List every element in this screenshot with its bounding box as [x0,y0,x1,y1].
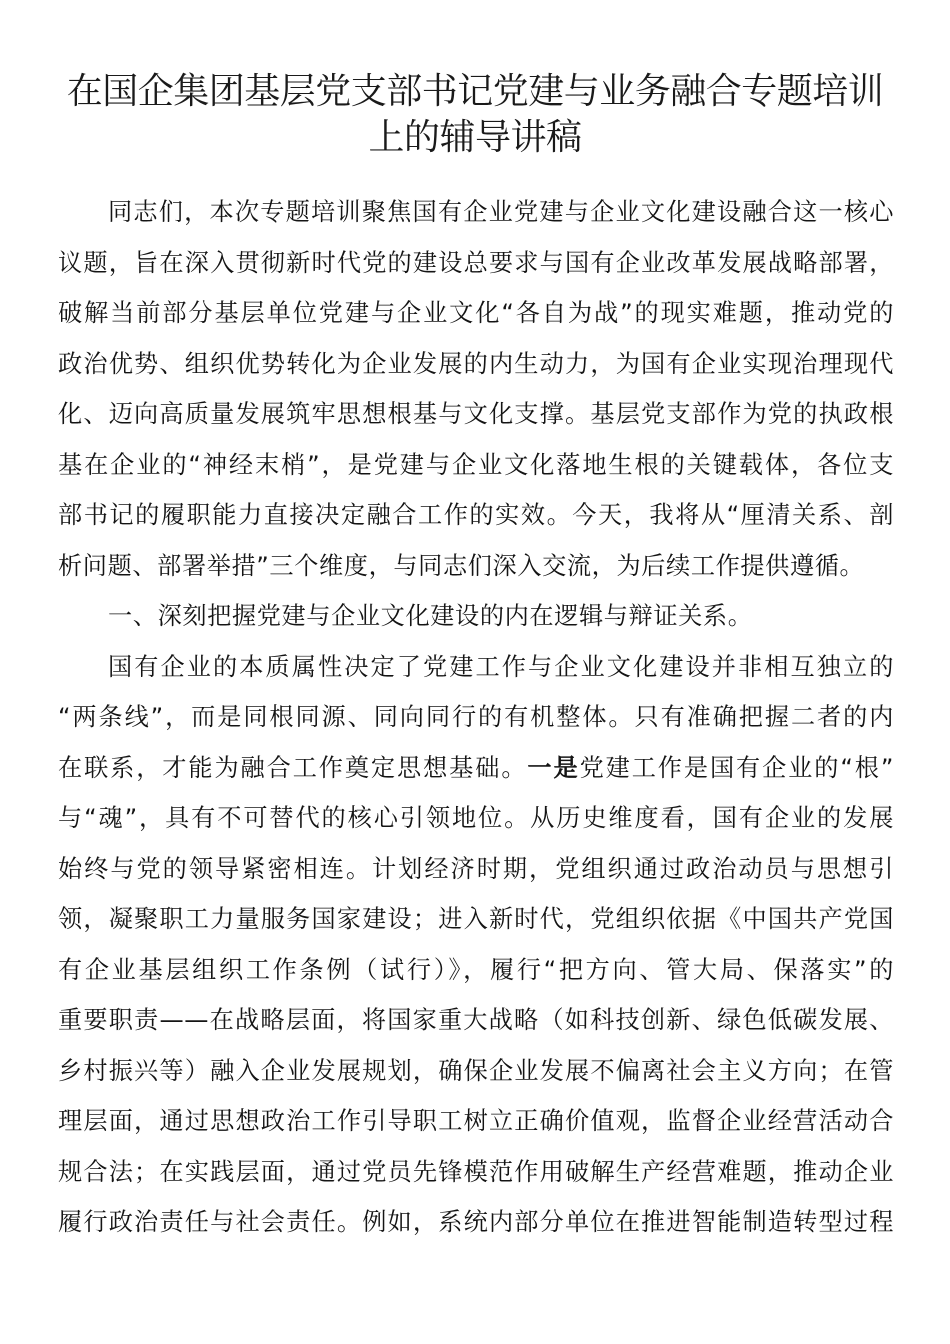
paragraph-line: 化、迈向高质量发展筑牢思想根基与文化支撑。基层党支部作为党的执政根 [58,400,894,428]
paragraph-line: 重要职责——在战略层面，将国家重大战略（如科技创新、绿色低碳发展、 [58,1006,894,1034]
paragraph-line: 与“魂”，具有不可替代的核心引领地位。从历史维度看，国有企业的发展 [58,804,894,832]
paragraph-line: 政治优势、组织优势转化为企业发展的内生动力，为国有企业实现治理现代 [58,350,894,378]
paragraph-line: 基在企业的“神经末梢”，是党建与企业文化落地生根的关键载体，各位支 [58,451,894,479]
paragraph-text: 在联系，才能为融合工作奠定思想基础。 [58,754,528,782]
paragraph-line: 有企业基层组织工作条例（试行）》，履行“把方向、管大局、保落实”的 [58,956,894,984]
paragraph-line: 破解当前部分基层单位党建与企业文化“各自为战”的现实难题，推动党的 [58,299,894,327]
paragraph-text: 党建工作是国有企业的“根” [579,754,894,782]
paragraph-line: 乡村振兴等）融入企业发展规划，确保企业发展不偏离社会主义方向；在管 [58,1057,894,1085]
section-heading: 一、深刻把握党建与企业文化建设的内在逻辑与辩证关系。 [108,602,753,630]
emphasis-label: 一是 [527,754,580,782]
paragraph-line: 规合法；在实践层面，通过党员先锋模范作用破解生产经营难题，推动企业 [58,1158,894,1186]
paragraph-line: 同志们，本次专题培训聚焦国有企业党建与企业文化建设融合这一核心 [108,198,894,226]
paragraph-line: 国有企业的本质属性决定了党建工作与企业文化建设并非相互独立的 [108,653,894,681]
paragraph-line: 议题，旨在深入贯彻新时代党的建设总要求与国有企业改革发展战略部署， [58,249,894,277]
paragraph-line: 领，凝聚职工力量服务国家建设；进入新时代，党组织依据《中国共产党国 [58,905,894,933]
document-title-line-2: 上的辅导讲稿 [368,117,582,158]
paragraph-line: 履行政治责任与社会责任。例如，系统内部分单位在推进智能制造转型过程 [58,1208,894,1236]
paragraph-line: 部书记的履职能力直接决定融合工作的实效。今天，我将从“厘清关系、剖 [58,501,894,529]
paragraph-line: “两条线”，而是同根同源、同向同行的有机整体。只有准确把握二者的内 [58,703,894,731]
paragraph-line [58,753,894,783]
paragraph-line: 理层面，通过思想政治工作引导职工树立正确价值观，监督企业经营活动合 [58,1107,894,1135]
paragraph-line: 始终与党的领导紧密相连。计划经济时期，党组织通过政治动员与思想引 [58,855,894,883]
paragraph-line: 析问题、部署举措”三个维度，与同志们深入交流，为后续工作提供遵循。 [58,552,865,580]
document-title-line-1: 在国企集团基层党支部书记党建与业务融合专题培训 [66,71,884,112]
